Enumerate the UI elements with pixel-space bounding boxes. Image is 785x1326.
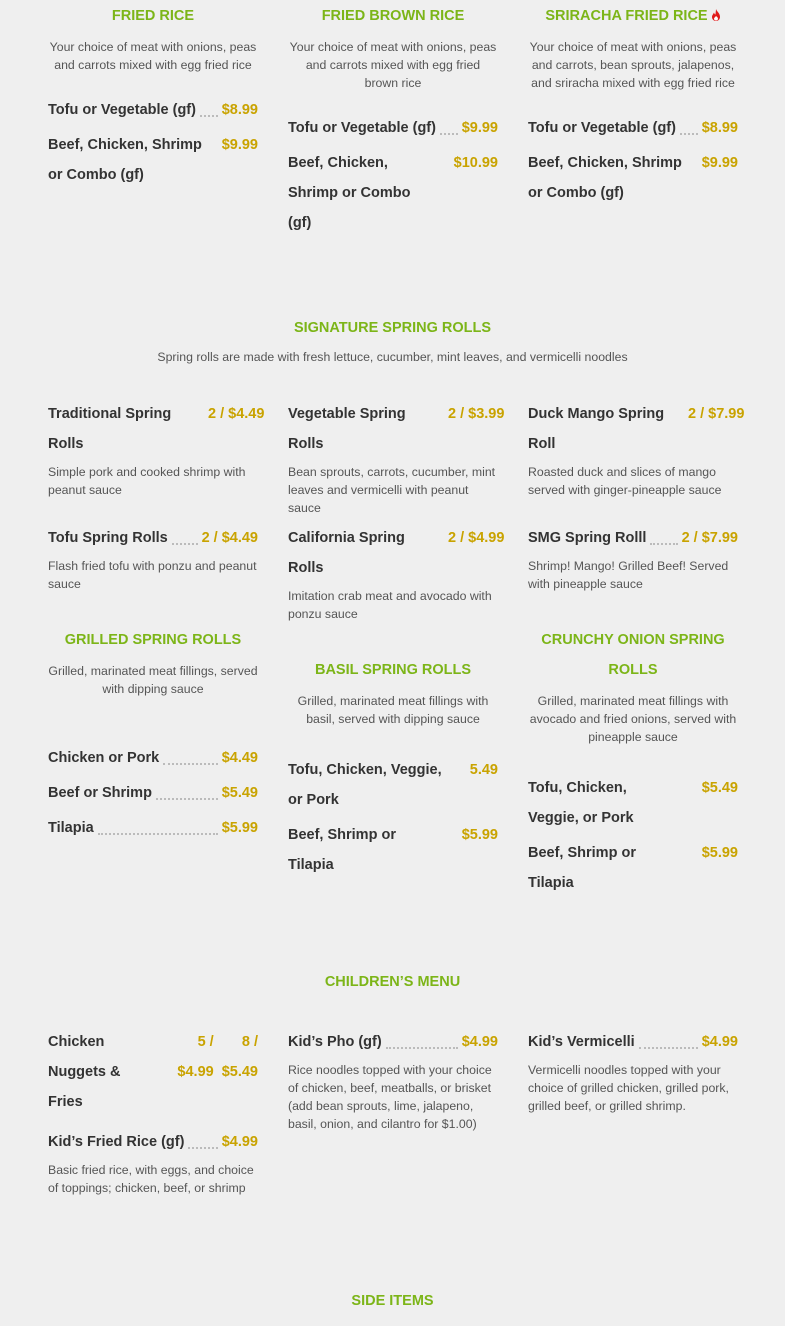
item-price-option: [177, 1027, 213, 1087]
section-title-side-items: SIDE ITEMS: [351, 1293, 434, 1309]
menu-item[interactable]: [288, 148, 498, 238]
section-description: Grilled, marinated meat fillings, served with dipping sauce: [48, 664, 258, 696]
item-price: $5.99: [461, 827, 498, 843]
item-name: Duck Mango Spring Roll: [528, 406, 665, 452]
menu-item[interactable]: [288, 820, 498, 880]
section-title: [528, 1, 738, 31]
item-price: $8.99: [701, 120, 738, 136]
item-description: Shrimp! Mango! Grilled Beef! Served with pineapple sauce: [528, 559, 729, 591]
menu-item[interactable]: [288, 113, 498, 143]
item-price-option: [222, 1027, 258, 1087]
menu-item[interactable]: [48, 813, 258, 843]
section-description: Your choice of meat with onions, peas and carrots, bean sprouts, jalapenos, and sriracha mixed with egg fried rice: [529, 40, 737, 90]
leader-dots: [214, 130, 218, 150]
item-description: Simple pork and cooked shrimp with peanut sauce: [48, 465, 246, 497]
item-name: Beef, Chicken, Shrimp or Combo (gf): [48, 137, 202, 183]
section-fried-rice: [48, 1, 258, 190]
menu-item[interactable]: [48, 130, 258, 190]
leader-dots: [650, 523, 677, 545]
menu-item[interactable]: [48, 778, 258, 808]
item-name: Tofu or Vegetable (gf): [528, 120, 676, 136]
item-name: Tofu Spring Rolls: [48, 530, 168, 546]
item-name: Tilapia: [48, 820, 94, 836]
item-price: 5.49: [469, 762, 498, 778]
item-description: Imitation crab meat and avocado with ponzu sauce: [288, 589, 492, 621]
menu-item[interactable]: [528, 113, 738, 143]
item-description: Bean sprouts, carrots, cucumber, mint leaves and vermicelli with peanut sauce: [288, 465, 496, 515]
item-price: $10.99: [453, 155, 498, 171]
leader-dots: [694, 148, 698, 168]
section-grilled-spring-rolls: [48, 625, 258, 843]
item-price: $9.99: [221, 137, 258, 153]
menu-item-tofu-spring-rolls[interactable]: [48, 523, 258, 593]
section-title-childrens-menu: CHILDREN’S MENU: [324, 974, 461, 990]
item-name: Tofu, Chicken, Veggie, or Pork: [288, 762, 442, 808]
menu-item-california-spring-rolls[interactable]: [288, 523, 505, 623]
item-name: Beef, Shrimp or Tilapia: [288, 827, 396, 873]
item-description: Roasted duck and slices of mango served with ginger-pineapple sauce: [528, 465, 722, 497]
item-price: $9.99: [461, 120, 498, 136]
item-description: Flash fried tofu with ponzu and peanut sauce: [48, 559, 257, 591]
item-price: 2 / $4.49: [201, 530, 258, 546]
item-name: Beef, Chicken, Shrimp or Combo (gf): [528, 155, 682, 201]
section-title: CRUNCHY ONION SPRING ROLLS: [541, 632, 725, 678]
item-price: $4.99: [461, 1034, 498, 1050]
section-sriracha-fried-rice: [528, 1, 738, 208]
section-title-text: SRIRACHA FRIED RICE: [545, 8, 708, 24]
leader-dots: [200, 95, 218, 117]
menu-item-chicken-nuggets[interactable]: [48, 1027, 258, 1117]
menu-item-kids-fried-rice[interactable]: [48, 1127, 258, 1197]
item-price: $4.99: [701, 1034, 738, 1050]
menu-item-kids-pho[interactable]: [288, 1027, 498, 1133]
item-price: $5.49: [221, 1064, 258, 1080]
item-name: Chicken Nuggets & Fries: [48, 1034, 121, 1110]
item-description: Basic fried rice, with eggs, and choice of toppings; chicken, beef, or shrimp: [48, 1163, 254, 1195]
item-name: Tofu, Chicken, Veggie, or Pork: [528, 780, 634, 826]
leader-dots: [440, 113, 458, 135]
section-description: Your choice of meat with onions, peas and carrots mixed with egg fried brown rice: [289, 40, 497, 90]
item-name: SMG Spring Rolll: [528, 530, 647, 546]
item-price: $4.49: [221, 750, 258, 766]
section-description: Your choice of meat with onions, peas and carrots mixed with egg fried rice: [49, 40, 257, 72]
item-price: 2 / $4.49: [208, 406, 265, 422]
section-crunchy-onion-spring-rolls: [528, 625, 738, 898]
menu-item[interactable]: [48, 743, 258, 773]
item-price: $5.99: [701, 845, 738, 861]
item-price: 2 / $7.99: [688, 406, 745, 422]
leader-dots: [639, 1027, 698, 1049]
menu-item-kids-vermicelli[interactable]: [528, 1027, 738, 1115]
section-description: Grilled, marinated meat fillings with avocado and fried onions, served with pineapple sauce: [529, 694, 737, 744]
item-description: Rice noodles topped with your choice of chicken, beef, meatballs, or brisket (add bean sprouts, lime, jalapeno, basil, onion, and cilantro for $1.00): [288, 1063, 492, 1131]
item-name: Tofu or Vegetable (gf): [288, 120, 436, 136]
menu-item-vegetable-spring-rolls[interactable]: [288, 399, 505, 517]
leader-dots: [98, 813, 218, 835]
menu-item[interactable]: [48, 95, 258, 125]
menu-item-duck-mango-spring-roll[interactable]: [528, 399, 745, 499]
menu-item-traditional-spring-rolls[interactable]: [48, 399, 265, 499]
item-price: 2 / $7.99: [681, 530, 738, 546]
item-name: California Spring Rolls: [288, 530, 405, 576]
item-name: Vegetable Spring Rolls: [288, 406, 406, 452]
item-description: Vermicelli noodles topped with your choice of grilled chicken, grilled pork, grilled beef, or grilled shrimp.: [528, 1063, 729, 1113]
menu-item-smg-spring-roll[interactable]: [528, 523, 738, 593]
section-title-signature-spring-rolls: SIGNATURE SPRING ROLLS: [293, 320, 492, 336]
section-fried-brown-rice: [288, 1, 498, 238]
section-description: Spring rolls are made with fresh lettuce, cucumber, mint leaves, and vermicelli noodles: [157, 350, 628, 364]
item-name: Kid’s Pho (gf): [288, 1034, 382, 1050]
item-price: 2 / $3.99: [448, 406, 505, 422]
leader-dots: [172, 523, 198, 545]
item-price: $4.99: [177, 1064, 214, 1080]
spicy-flame-icon: [711, 9, 721, 21]
leader-dots: [163, 743, 218, 765]
item-name: Chicken or Pork: [48, 750, 160, 766]
item-price: 2 / $4.99: [448, 530, 505, 546]
item-price: $8.99: [221, 102, 258, 118]
section-title: FRIED RICE: [111, 8, 195, 24]
leader-dots: [386, 1027, 458, 1049]
item-price: $4.99: [221, 1134, 258, 1150]
item-name: Kid’s Vermicelli: [528, 1034, 635, 1050]
section-title: FRIED BROWN RICE: [321, 8, 465, 24]
price-label: 5 /: [197, 1034, 214, 1050]
section-description: Grilled, marinated meat fillings with basil, served with dipping sauce: [297, 694, 489, 726]
item-name: Kid’s Fried Rice (gf): [48, 1134, 185, 1150]
menu-item[interactable]: [528, 838, 738, 898]
section-title: GRILLED SPRING ROLLS: [64, 632, 242, 648]
item-name: Beef, Shrimp or Tilapia: [528, 845, 636, 891]
item-name: Beef or Shrimp: [48, 785, 152, 801]
leader-dots: [680, 113, 698, 135]
section-basil-spring-rolls: [288, 655, 498, 880]
price-label: 8 /: [241, 1034, 258, 1050]
menu-item[interactable]: [288, 755, 498, 815]
item-name: Beef, Chicken, Shrimp or Combo (gf): [288, 155, 411, 231]
menu-item[interactable]: [528, 773, 738, 833]
section-title: BASIL SPRING ROLLS: [314, 662, 472, 678]
menu-item[interactable]: [528, 148, 738, 208]
leader-dots: [188, 1127, 217, 1149]
item-price: $5.49: [701, 780, 738, 796]
item-price: $5.49: [221, 785, 258, 801]
item-name: Tofu or Vegetable (gf): [48, 102, 196, 118]
leader-dots: [432, 148, 450, 168]
item-price: $9.99: [701, 155, 738, 171]
item-name: Traditional Spring Rolls: [48, 406, 172, 452]
leader-dots: [156, 778, 218, 800]
item-price: $5.99: [221, 820, 258, 836]
